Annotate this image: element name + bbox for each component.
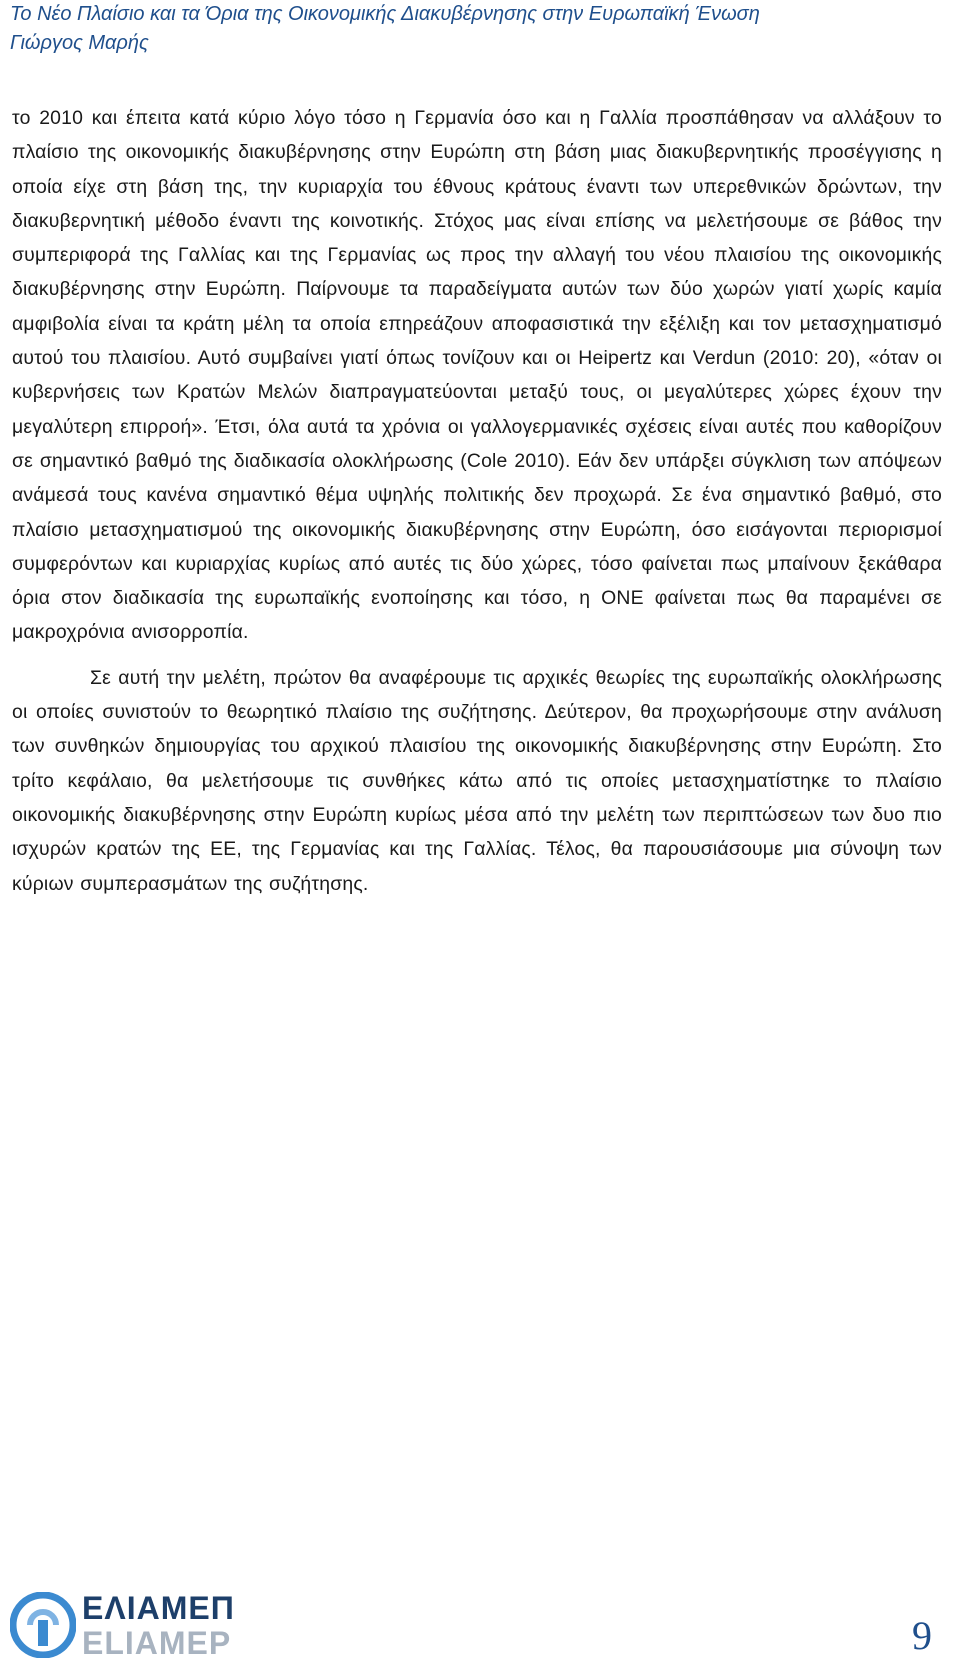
page-number: 9 [912, 1613, 932, 1658]
body-text [12, 101, 942, 901]
page-footer [0, 1590, 960, 1674]
paragraph-2: Σε αυτή την μελέτη, πρώτον θα αναφέρουμε τις αρχικές θεωρίες της ευρωπαϊκής ολοκλήρωσης οι οποίες συνιστούν το θεωρητικό πλαίσιο της συζήτησης. Δεύτερον, θα προχωρήσουμε στην ανάλυση των συνθηκών δημιουργίας του αρχικού πλαισίου της οικονομικής διακυβέρνησης στην Ευρώπη. Στο τρίτο κεφάλαιο, θα μελετήσουμε τις συνθήκες κάτω από τις οποίες μετασχηματίστηκε το πλαίσιο οικονομικής διακυβέρνησης στην Ευρώπη κυρίως μέσα από την μελέτη των περιπτώσεων των δυο πιο ισχυρών κρατών της ΕΕ, της Γερμανίας και της Γαλλίας. Τέλος, θα παρουσιάσουμε μια σύνοψη των κύριων συμπερασμάτων της συζήτησης. [12, 666, 942, 895]
logo-text-greek: ΕΛΙΑΜΕΠ [82, 1590, 235, 1626]
running-header [10, 0, 950, 58]
eliamep-logo-mark-icon [10, 1592, 76, 1658]
document-title: Το Νέο Πλαίσιο και τα Όρια της Οικονομικής Διακυβέρνησης στην Ευρωπαϊκή Ένωση [10, 3, 760, 25]
paragraph-1: το 2010 και έπειτα κατά κύριο λόγο τόσο η Γερμανία όσο και η Γαλλία προσπάθησαν να αλλάξουν το πλαίσιο της οικονομικής διακυβέρνησης στην Ευρώπη στη βάση μιας διακυβερνητικής προσέγγισης η οποία είχε στη βάση της, την κυριαρχία του έθνους κράτους έναντι των υπερεθνικών δρώντων, την διακυβερνητική μέθοδο έναντι της κοινοτικής. Στόχος μας είναι επίσης να μελετήσουμε σε βάθος την συμπεριφορά της Γαλλίας και της Γερμανίας ως προς την αλλαγή του νέου πλαισίου της οικονομικής διακυβέρνησης στην Ευρώπη. Παίρνουμε τα παραδείγματα αυτών των δύο χωρών γιατί χωρίς καμία αμφιβολία είναι τα κράτη μέλη τα οποία επηρεάζουν αποφασιστικά την εξέλιξη και τον μετασχηματισμό αυτού του πλαισίου. Αυτό συμβαίνει γιατί όπως τονίζουν και οι Heipertz και Verdun (2010: 20), «όταν οι κυβερνήσεις των Κρατών Μελών διαπραγματεύονται μεταξύ τους, οι μεγαλύτερες χώρες έχουν την μεγαλύτερη επιρροή». Έτσι, όλα αυτά τα χρόνια οι γαλλογερμανικές σχέσεις είναι αυτές που καθορίζουν σε σημαντικό βαθμό της διαδικασία ολοκλήρωσης (Cole 2010). Εάν δεν υπάρξει σύγκλιση των απόψεων ανάμεσά τους κανένα σημαντικό θέμα υψηλής πολιτικής δεν προχωρά. Σε ένα σημαντικό βαθμό, στο πλαίσιο μετασχηματισμού της οικονομικής διακυβέρνησης στην Ευρώπη, όσο εισάγονται περιορισμοί συμφερόντων και κυριαρχίας κυρίως από αυτές τις δύο χώρες, τόσο φαίνεται πως μπαίνουν ξεκάθαρα όρια στον διαδικασία της ευρωπαϊκής ενοποίησης και τόσο, η ΟΝΕ φαίνεται πως θα παραμένει σε μακροχρόνια ανισορροπία. [12, 107, 942, 644]
eliamep-logo [10, 1590, 250, 1664]
document-author: Γιώργος Μαρής [10, 32, 149, 54]
logo-text-latin: ELIAMEP [82, 1625, 232, 1661]
